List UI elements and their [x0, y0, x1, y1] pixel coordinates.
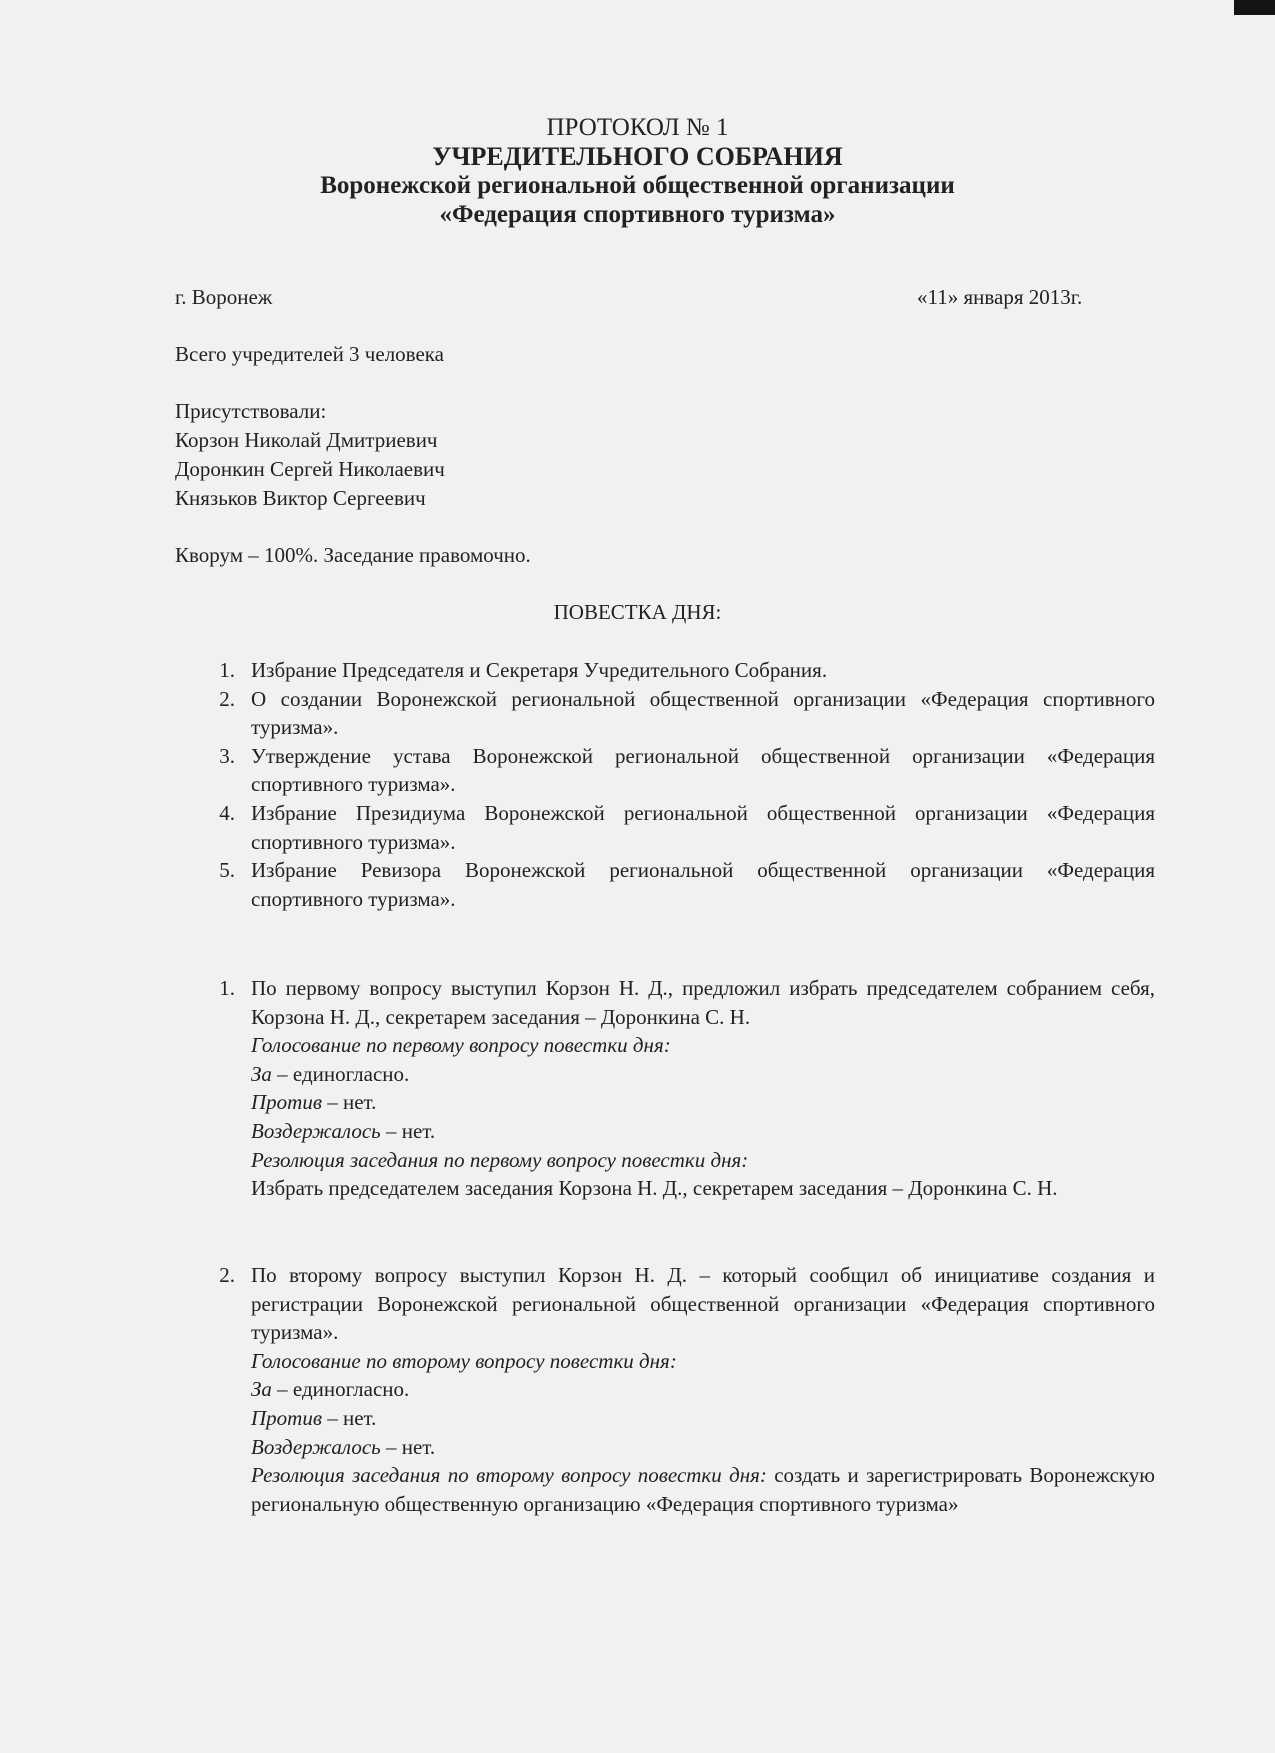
agenda-item-text: О создании Воронежской региональной общественной организации «Федерация спортивного туризма».	[251, 686, 1155, 740]
vote-abstain-label: Воздержалось	[251, 1118, 381, 1143]
vote-against-label: Против	[251, 1405, 322, 1430]
agenda-item-text: Избрание Председателя и Секретаря Учредительного Собрания.	[251, 658, 828, 682]
resolution	[251, 1461, 1155, 1518]
agenda-item-number: 5.	[219, 858, 235, 883]
vote-against-value: – нет.	[321, 1090, 377, 1115]
agenda-item	[205, 799, 1155, 856]
agenda-item	[205, 856, 1155, 913]
question-number: 2.	[219, 1263, 235, 1287]
agenda-item-number: 4.	[219, 800, 235, 825]
question-number: 1.	[219, 976, 235, 1000]
vote-abstain-value: – нет.	[380, 1118, 436, 1143]
vote-for-label: За	[251, 1061, 272, 1086]
agenda-item-number: 1.	[219, 658, 235, 682]
question-item	[205, 974, 1155, 1203]
present-label: Присутствовали:	[175, 399, 327, 423]
vote-for-value: – единогласно.	[271, 1377, 410, 1402]
resolution-heading: Резолюция заседания по первому вопросу повестки дня:	[251, 1147, 749, 1172]
agenda-list	[205, 656, 1155, 913]
founders-total: Всего учредителей 3 человека	[175, 342, 444, 366]
vote-against-label: Против	[251, 1090, 322, 1115]
meeting-title: УЧРЕДИТЕЛЬНОГО СОБРАНИЯ	[432, 142, 843, 171]
agenda-item-text: Избрание Ревизора Воронежской региональной общественной организации «Федерация спортивного туризма».	[251, 858, 1155, 911]
attendee: Корзон Николай Дмитриевич	[175, 428, 438, 452]
scan-edge-mark	[1234, 0, 1275, 15]
resolution-heading: Резолюция заседания по второму вопросу повестки дня:	[251, 1463, 767, 1488]
question-section	[205, 1261, 1155, 1518]
vote-abstain-value: – нет.	[380, 1434, 436, 1459]
agenda-item	[205, 656, 1155, 685]
attendee: Доронкин Сергей Николаевич	[175, 457, 445, 481]
vote-abstain	[251, 1117, 1155, 1146]
vote-against	[251, 1404, 1155, 1433]
agenda-item-text: Избрание Президиума Воронежской региональной общественной организации «Федерация спортивного туризма».	[251, 800, 1155, 854]
document-title-block	[0, 113, 1275, 229]
vote-for	[251, 1375, 1155, 1404]
attendee: Князьков Виктор Сергеевич	[175, 486, 426, 510]
vote-for-value: – единогласно.	[271, 1061, 410, 1086]
protocol-number: ПРОТОКОЛ № 1	[546, 114, 729, 141]
agenda-item	[205, 685, 1155, 742]
vote-for	[251, 1060, 1155, 1089]
vote-against	[251, 1088, 1155, 1117]
agenda-item	[205, 742, 1155, 799]
organization-name: «Федерация спортивного туризма»	[439, 201, 836, 228]
organization-line: Воронежской региональной общественной организации	[320, 172, 955, 199]
vote-abstain-label: Воздержалось	[251, 1434, 381, 1459]
agenda-item-number: 2.	[219, 686, 235, 711]
vote-for-label: За	[251, 1377, 272, 1402]
quorum-statement: Кворум – 100%. Заседание правомочно.	[175, 543, 531, 567]
city: г. Воронеж	[175, 285, 273, 309]
resolution-text: создать и зарегистрировать Воронежскую региональную общественную организацию «Федерация спортивного туризма»	[251, 1463, 1155, 1516]
agenda-item-text: Утверждение устава Воронежской региональной общественной организации «Федерация спортивного туризма».	[251, 743, 1155, 797]
vote-abstain	[251, 1433, 1155, 1462]
vote-heading: Голосование по второму вопросу повестки дня:	[251, 1348, 677, 1373]
question-speech: По второму вопросу выступил Корзон Н. Д. – который сообщил об инициативе создания и регистрации Воронежской региональной общественной организации «Федерация спортивного туризма».	[251, 1263, 1155, 1345]
question-speech: По первому вопросу выступил Корзон Н. Д., предложил избрать председателем собранием себя, Корзона Н. Д., секретарем заседания – Доронкина С. Н.	[251, 976, 1155, 1029]
question-section	[205, 974, 1155, 1203]
vote-heading: Голосование по первому вопросу повестки дня:	[251, 1033, 671, 1058]
agenda-title: ПОВЕСТКА ДНЯ:	[553, 600, 722, 624]
date: «11» января 2013г.	[917, 285, 1083, 309]
question-item	[205, 1261, 1155, 1518]
resolution-text: Избрать председателем заседания Корзона Н. Д., секретарем заседания – Доронкина С. Н.	[251, 1176, 1058, 1201]
vote-against-value: – нет.	[321, 1405, 377, 1430]
agenda-item-number: 3.	[219, 743, 235, 768]
